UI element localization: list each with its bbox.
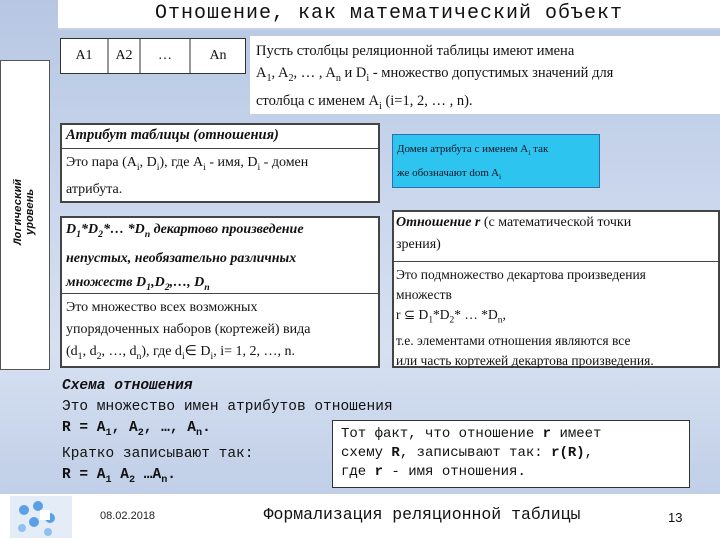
attribute-definition-body: Это пара ($A_i$, $D_i$), где $A_i$ - имя, $D_i$ - домен атрибута. bbox=[66, 155, 309, 197]
intro-line2: $A_1$, $A_2$, … , $A_n$ и $D_i$ - множество допустимых значений для bbox=[256, 65, 614, 84]
page-number: 13 bbox=[668, 510, 683, 525]
schema-short-formula: $R = A_1$ $A_2$ $\dots A_n$. bbox=[62, 466, 176, 486]
page-title: Отношение, как математический объект bbox=[154, 2, 624, 25]
schema-line1: Это множество имен атрибутов отношения bbox=[62, 399, 393, 415]
attribute-definition-heading: Атрибут таблицы (отношения) bbox=[60, 123, 380, 149]
attr-cell-a2: A2 bbox=[115, 48, 133, 63]
side-label bbox=[13, 62, 37, 362]
footer-title: Формализация реляционной таблицы bbox=[263, 505, 581, 524]
side-label-line2: уровень bbox=[25, 188, 37, 236]
relation-body: Это подмножество декартова произведения множеств r ⊆ $D_1*D_2*$ … $*D_n$, т.е. элементами отношения являются все или часть кортежей декартова произведения. bbox=[396, 267, 654, 368]
domain-note: Домен атрибута с именем $A_i$ так же обозначают dom $A_i$ bbox=[392, 134, 600, 188]
fact-box: Тот факт, что отношение r имеет схему R, записывают так: r(R), где r - имя отношения. bbox=[332, 420, 690, 488]
schema-title: Схема отношения bbox=[62, 378, 193, 394]
cartesian-product-body: Это множество всех возможных упорядоченных наборов (кортежей) вида ($d_1$, $d_2$, …, $d_n$), где $d_i\in$ $D_i$, i= 1, 2, …, n. bbox=[66, 300, 311, 362]
relation-heading: Отношение r (с математической точки зрения) bbox=[392, 210, 720, 262]
schema-line3: Кратко записывают так: bbox=[62, 445, 254, 462]
schema-formula: $R = A_1$, $A_2$, …, $A_n$. bbox=[62, 420, 211, 439]
cartesian-product-heading: $D_1*D_2*\dots$ $*D_n$ декартово произведение непустых, необязательно различных множеств $D_1,D_2,\dots$, $D_n$ bbox=[60, 216, 380, 294]
attr-cell-a1: A1 bbox=[75, 48, 93, 63]
side-label-line1: Логический bbox=[13, 179, 25, 246]
logo-icon bbox=[10, 496, 72, 538]
attr-cell-ellipsis: … bbox=[158, 48, 172, 63]
footer-date: 08.02.2018 bbox=[100, 510, 156, 522]
attr-cell-an: An bbox=[209, 48, 227, 63]
intro-line3: столбца с именем $A_i$ (i=1, 2, … , n). bbox=[256, 92, 473, 112]
intro-line1: Пусть столбцы реляционной таблицы имеют имена bbox=[256, 43, 575, 59]
intro-text bbox=[250, 36, 720, 114]
